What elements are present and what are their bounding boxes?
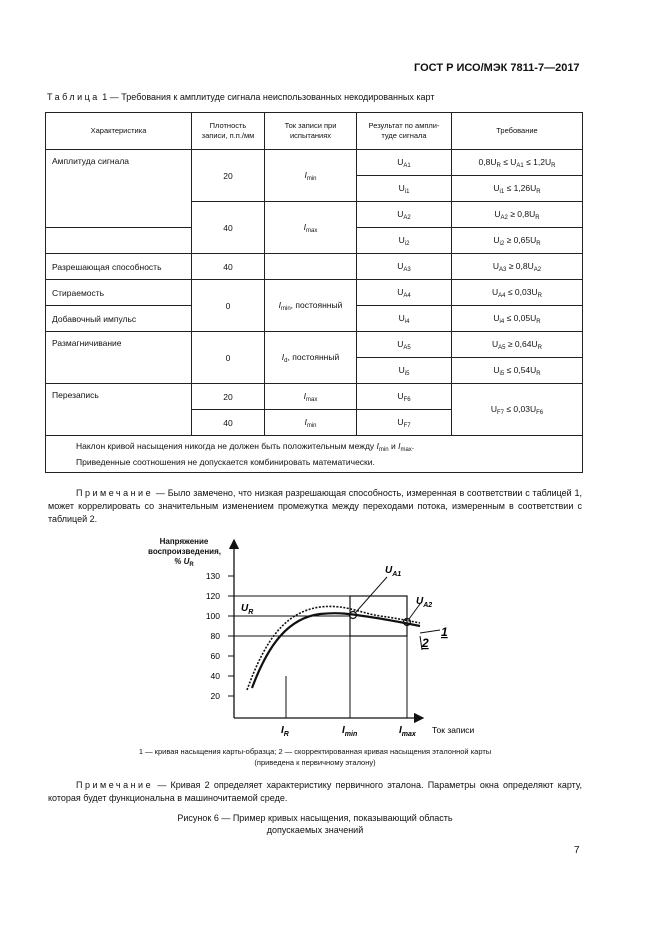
density-cell: 20 xyxy=(192,150,265,202)
ua2-label: $U_{A2}$ xyxy=(416,596,433,609)
ua1-label: $U_{A1}$ xyxy=(385,565,402,578)
ytick-130: 130 xyxy=(205,571,220,581)
figure-caption-line-1: Рисунок 6 — Пример кривых насыщения, показывающий область xyxy=(177,813,453,823)
result-cell: $U_{A4}$ xyxy=(357,280,452,306)
requirement-cell: $U_{A5} \ge 0,64U_R$ xyxy=(452,332,583,358)
requirement-cell: $U_{A3} \ge 0,8U_{A2}$ xyxy=(452,254,583,280)
result-cell: $U_{i5}$ xyxy=(357,358,452,384)
xlabel-imax: $I_{max}$ xyxy=(399,725,416,738)
char-resolution: Разрешающая способность xyxy=(46,254,192,280)
requirement-cell: $0,8U_R \le U_{A1} \le 1,2U_R$ xyxy=(452,150,583,176)
char-overwrite: Перезапись xyxy=(46,384,192,436)
ytick-40: 40 xyxy=(210,671,220,681)
a1-pointer xyxy=(356,577,387,612)
requirement-cell: $U_{A2} \ge 0,8U_R$ xyxy=(452,202,583,228)
header-result: Результат по ампли-туде сигнала xyxy=(357,113,452,150)
y-ticks xyxy=(206,571,234,701)
density-cell: 40 xyxy=(192,202,265,254)
current-cell: $I_d$, постоянный xyxy=(265,332,357,384)
note-2 xyxy=(48,779,582,805)
table-caption-text: 1 — Требования к амплитуде сигнала неиспользованных некодированных карт xyxy=(99,92,435,102)
xlabel-ir: $I_R$ xyxy=(281,725,289,738)
requirement-cell: $U_{i5} \le 0,54U_R$ xyxy=(452,358,583,384)
result-cell: $U_{i2}$ xyxy=(357,228,452,254)
page-number: 7 xyxy=(574,845,580,856)
result-cell: $U_{A2}$ xyxy=(357,202,452,228)
x-axis-title: Ток записи xyxy=(432,725,475,735)
note-label: Примечание xyxy=(76,488,154,498)
header-characteristic: Характеристика xyxy=(46,113,192,150)
curve2-label: 2 xyxy=(422,636,429,650)
figure-legend xyxy=(48,746,582,768)
legend-line-2: (приведена к первичному эталону) xyxy=(254,758,376,767)
result-cell: $U_{i4}$ xyxy=(357,306,452,332)
char-demagnetization: Размагничивание xyxy=(46,332,192,384)
requirement-cell: $U_{A4} \le 0,03U_R$ xyxy=(452,280,583,306)
legend-line-1: 1 — кривая насыщения карты-образца; 2 — скорректированная кривая насыщения эталонной карты xyxy=(138,747,492,756)
header-current: Ток записи при испытаниях xyxy=(265,113,357,150)
y-axis-title: Напряжение воспроизведения, % $U_R$ xyxy=(148,537,221,568)
header-density: Плотность записи, п.п./мм xyxy=(192,113,265,150)
note-text: — Было замечено, что низкая разрешающая способность, измеренная в соответствии с таблицей 1, может коррелировать со значительным изменением промежутка между переходами потока, измеренным в соответствии с таблицей 2. xyxy=(48,488,582,524)
result-cell: $U_{A3}$ xyxy=(357,254,452,280)
ytick-80: 80 xyxy=(210,631,220,641)
table-caption-prefix: Таблица xyxy=(47,92,100,102)
result-cell: $U_{F6}$ xyxy=(357,384,452,410)
note-label: Примечание xyxy=(76,780,154,790)
result-cell: $U_{i1}$ xyxy=(357,176,452,202)
note-text: — Кривая 2 определяет характеристику первичного эталона. Параметры окна определяют карту, которая будет функциональна в машиночитаемой среде. xyxy=(48,780,582,803)
requirement-cell: $U_{i2} \ge 0,65U_R$ xyxy=(452,228,583,254)
requirement-cell: $U_{F7} \le 0,03U_{F6}$ xyxy=(452,384,583,436)
figure-caption-line-2: допускаемых значений xyxy=(266,825,364,835)
density-cell: 0 xyxy=(192,332,265,384)
result-cell: $U_{A5}$ xyxy=(357,332,452,358)
char-extra-pulse: Добавочный импульс xyxy=(46,306,192,332)
xlabel-imin: $I_{min}$ xyxy=(342,725,358,738)
curve-2 xyxy=(252,613,420,688)
curve1-label: 1 xyxy=(441,625,448,639)
requirement-cell: $U_{i4} \le 0,05U_R$ xyxy=(452,306,583,332)
ytick-60: 60 xyxy=(210,651,220,661)
ytick-20: 20 xyxy=(210,691,220,701)
ytick-120: 120 xyxy=(205,591,220,601)
requirement-cell: $U_{i1} \le 1,26U_R$ xyxy=(452,176,583,202)
current-cell: $I_{min}$ xyxy=(265,410,357,436)
char-erasure: Стираемость xyxy=(46,280,192,306)
current-cell: $I_{min}$, постоянный xyxy=(265,280,357,332)
current-cell: $I_{max}$ xyxy=(265,202,357,254)
standard-header: ГОСТ Р ИСО/МЭК 7811-7—2017 xyxy=(414,62,580,74)
char-amplitude: Амплитуда сигнала xyxy=(46,150,192,228)
table-footnote: Наклон кривой насыщения никогда не должен быть положительным между $I_{min}$ и $I_{max}$. Приведенные соотношения не допускается комбинировать математически. xyxy=(46,436,583,473)
current-cell: $I_{max}$ xyxy=(265,384,357,410)
result-cell: $U_{A1}$ xyxy=(357,150,452,176)
density-cell: 40 xyxy=(192,254,265,280)
header-requirement: Требование xyxy=(452,113,583,150)
current-cell: $I_{min}$ xyxy=(265,150,357,202)
ur-label: $U_R$ xyxy=(241,603,254,616)
curve1-pointer xyxy=(420,630,440,633)
figure-caption xyxy=(48,812,582,836)
density-cell: 20 xyxy=(192,384,265,410)
result-cell: $U_{F7}$ xyxy=(357,410,452,436)
density-cell: 40 xyxy=(192,410,265,436)
ytick-100: 100 xyxy=(205,611,220,621)
density-cell: 0 xyxy=(192,280,265,332)
curve-1 xyxy=(247,606,420,690)
